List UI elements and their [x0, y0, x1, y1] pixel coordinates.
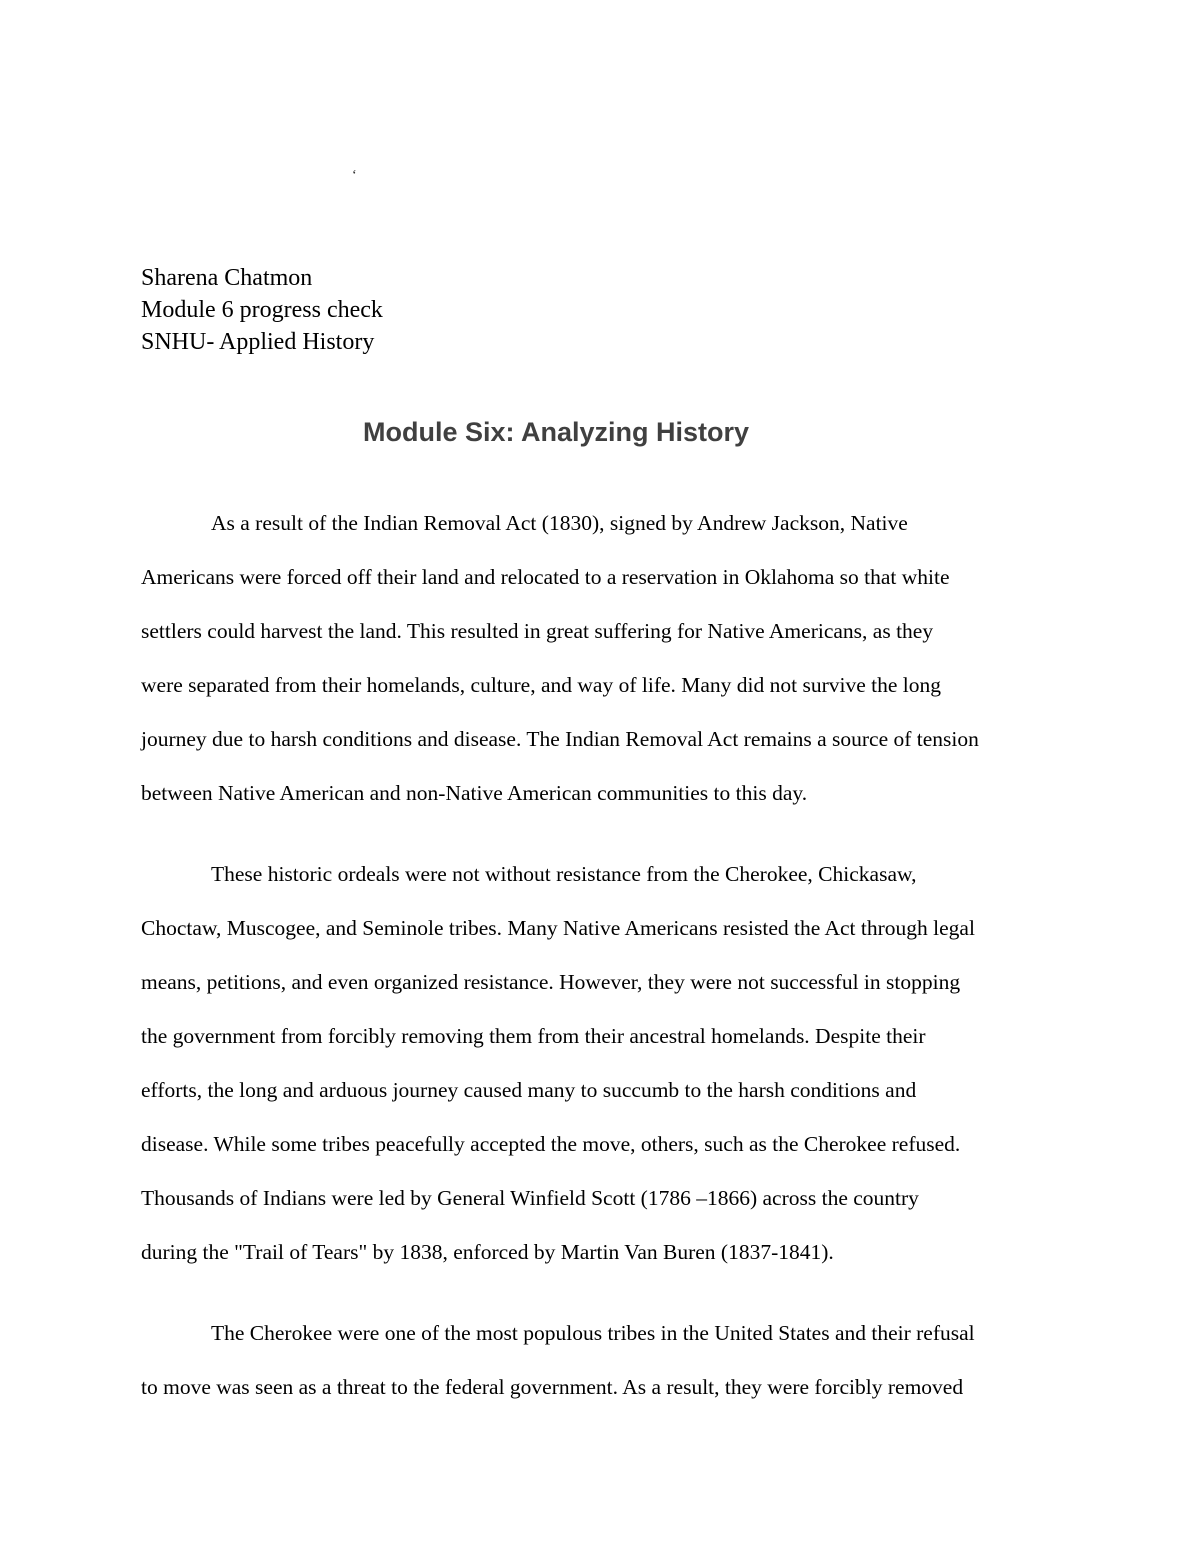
- paragraph-line: between Native American and non-Native American communities to this day.: [141, 781, 808, 805]
- paragraph-1: [141, 496, 1071, 820]
- document-title: Module Six: Analyzing History: [362, 417, 750, 447]
- paragraph-2: [141, 847, 1071, 1279]
- author-name: Sharena Chatmon: [141, 265, 313, 291]
- paragraph-line: settlers could harvest the land. This resulted in great suffering for Native Americans, as they: [141, 619, 934, 643]
- paragraph-line: the government from forcibly removing them from their ancestral homelands. Despite their: [141, 1024, 926, 1048]
- paragraph-line: disease. While some tribes peacefully accepted the move, others, such as the Cherokee refused.: [141, 1132, 961, 1156]
- paragraph-line: These historic ordeals were not without resistance from the Cherokee, Chickasaw,: [211, 862, 917, 886]
- paragraph-line: efforts, the long and arduous journey caused many to succumb to the harsh conditions and: [141, 1078, 917, 1102]
- document-header: [141, 262, 841, 358]
- paragraph-line: Choctaw, Muscogee, and Seminole tribes. Many Native Americans resisted the Act through legal: [141, 916, 975, 940]
- paragraph-3: [141, 1306, 1071, 1414]
- paragraph-line: were separated from their homelands, culture, and way of life. Many did not survive the long: [141, 673, 942, 697]
- paragraph-line: during the "Trail of Tears" by 1838, enforced by Martin Van Buren (1837-1841).: [141, 1240, 834, 1264]
- paragraph-line: journey due to harsh conditions and disease. The Indian Removal Act remains a source of tension: [141, 727, 979, 751]
- paragraph-line: The Cherokee were one of the most populous tribes in the United States and their refusal: [211, 1321, 975, 1345]
- paragraph-line: As a result of the Indian Removal Act (1830), signed by Andrew Jackson, Native: [211, 511, 908, 535]
- paragraph-line: to move was seen as a threat to the federal government. As a result, they were forcibly removed: [141, 1375, 964, 1399]
- course-name: SNHU- Applied History: [141, 329, 375, 355]
- paragraph-line: Thousands of Indians were led by General Winfield Scott (1786 –1866) across the country: [141, 1186, 919, 1210]
- assignment-name: Module 6 progress check: [141, 297, 383, 323]
- paragraph-line: means, petitions, and even organized resistance. However, they were not successful in stopping: [141, 970, 961, 994]
- document-body: [141, 496, 1071, 1414]
- paragraph-line: Americans were forced off their land and relocated to a reservation in Oklahoma so that white: [141, 565, 950, 589]
- stray-mark: ‘: [352, 168, 357, 183]
